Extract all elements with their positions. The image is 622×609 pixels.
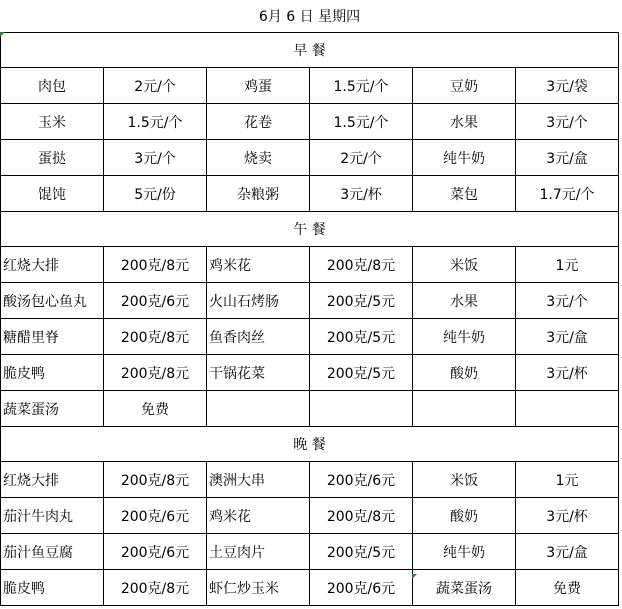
empty-cell (310, 391, 413, 427)
price-cell: 200克/6元 (104, 534, 207, 570)
menu-item-cell: 杂粮粥 (207, 176, 310, 212)
table-row (1, 570, 619, 606)
menu-item-cell: 蔬菜蛋汤 (413, 570, 516, 606)
date-title: 6月 6 日 星期四 (1, 0, 619, 33)
menu-item-cell: 纯牛奶 (413, 319, 516, 355)
menu-item-cell: 鸡蛋 (207, 68, 310, 104)
dinner-heading-row (1, 427, 619, 462)
price-cell: 200克/5元 (310, 319, 413, 355)
empty-cell (413, 391, 516, 427)
table-row (1, 283, 619, 319)
table-row (1, 68, 619, 104)
menu-item-cell: 玉米 (1, 104, 104, 140)
price-cell: 200克/5元 (310, 355, 413, 391)
price-cell: 3元/个 (104, 140, 207, 176)
empty-cell (207, 391, 310, 427)
price-cell: 200克/8元 (104, 247, 207, 283)
price-cell: 3元/个 (516, 283, 619, 319)
price-cell: 3元/盒 (516, 534, 619, 570)
price-cell: 200克/8元 (104, 462, 207, 498)
price-cell: 200克/6元 (310, 462, 413, 498)
price-cell: 3元/杯 (310, 176, 413, 212)
price-cell: 3元/杯 (516, 355, 619, 391)
table-row (1, 355, 619, 391)
price-cell: 200克/6元 (104, 283, 207, 319)
menu-item-cell: 红烧大排 (1, 247, 104, 283)
menu-item-cell: 豆奶 (413, 68, 516, 104)
cell-marker-icon (0, 32, 5, 37)
price-cell: 2元/个 (104, 68, 207, 104)
title-row (1, 0, 619, 33)
menu-item-cell: 米饭 (413, 247, 516, 283)
price-cell: 1.5元/个 (310, 68, 413, 104)
menu-item-cell: 纯牛奶 (413, 140, 516, 176)
table-row (1, 391, 619, 427)
menu-item-cell: 鸡米花 (207, 247, 310, 283)
price-cell: 200克/8元 (104, 355, 207, 391)
price-cell: 200克/8元 (310, 247, 413, 283)
menu-item-cell: 茄汁鱼豆腐 (1, 534, 104, 570)
table-row (1, 247, 619, 283)
menu-item-cell: 茄汁牛肉丸 (1, 498, 104, 534)
price-cell: 3元/盒 (516, 319, 619, 355)
menu-item-cell: 米饭 (413, 462, 516, 498)
cell-marker-icon (412, 574, 417, 579)
menu-item-cell: 水果 (413, 283, 516, 319)
empty-cell (516, 391, 619, 427)
price-cell: 200克/5元 (310, 534, 413, 570)
lunch-heading: 午 餐 (1, 212, 619, 247)
menu-item-cell: 火山石烤肠 (207, 283, 310, 319)
price-cell: 200克/6元 (310, 570, 413, 606)
table-row (1, 534, 619, 570)
price-cell: 200克/5元 (310, 283, 413, 319)
menu-item-cell: 馄饨 (1, 176, 104, 212)
menu-item-cell: 菜包 (413, 176, 516, 212)
table-row (1, 319, 619, 355)
menu-item-cell: 纯牛奶 (413, 534, 516, 570)
price-cell: 200克/8元 (310, 498, 413, 534)
menu-item-cell: 酸奶 (413, 498, 516, 534)
menu-item-cell: 澳洲大串 (207, 462, 310, 498)
menu-item-cell: 肉包 (1, 68, 104, 104)
menu-item-cell: 干锅花菜 (207, 355, 310, 391)
menu-item-cell: 蔬菜蛋汤 (1, 391, 104, 427)
table-row (1, 104, 619, 140)
price-cell: 1元 (516, 462, 619, 498)
price-cell: 5元/份 (104, 176, 207, 212)
price-cell: 1.5元/个 (104, 104, 207, 140)
price-cell: 免费 (104, 391, 207, 427)
menu-item-cell: 糖醋里脊 (1, 319, 104, 355)
table-row (1, 462, 619, 498)
price-cell: 免费 (516, 570, 619, 606)
menu-item-cell: 脆皮鸭 (1, 355, 104, 391)
price-cell: 3元/袋 (516, 68, 619, 104)
menu-item-cell: 土豆肉片 (207, 534, 310, 570)
price-cell: 200克/6元 (104, 498, 207, 534)
table-row (1, 140, 619, 176)
price-cell: 200克/8元 (104, 319, 207, 355)
menu-item-cell: 烧卖 (207, 140, 310, 176)
price-cell: 1.7元/个 (516, 176, 619, 212)
menu-item-cell: 脆皮鸭 (1, 570, 104, 606)
breakfast-heading-row (1, 33, 619, 68)
menu-item-cell: 酸奶 (413, 355, 516, 391)
menu-item-cell: 酸汤包心鱼丸 (1, 283, 104, 319)
menu-item-cell: 鱼香肉丝 (207, 319, 310, 355)
table-row (1, 176, 619, 212)
price-cell: 200克/8元 (104, 570, 207, 606)
price-cell: 3元/盒 (516, 140, 619, 176)
dinner-heading: 晚 餐 (1, 427, 619, 462)
lunch-heading-row (1, 212, 619, 247)
breakfast-heading: 早 餐 (1, 33, 619, 68)
menu-item-cell: 水果 (413, 104, 516, 140)
price-cell: 3元/个 (516, 104, 619, 140)
price-cell: 2元/个 (310, 140, 413, 176)
menu-table-body (1, 0, 619, 606)
menu-item-cell: 蛋挞 (1, 140, 104, 176)
table-row (1, 498, 619, 534)
price-cell: 1.5元/个 (310, 104, 413, 140)
price-cell: 1元 (516, 247, 619, 283)
price-cell: 3元/杯 (516, 498, 619, 534)
menu-item-cell: 花卷 (207, 104, 310, 140)
menu-item-cell: 红烧大排 (1, 462, 104, 498)
menu-item-cell: 鸡米花 (207, 498, 310, 534)
menu-item-cell: 虾仁炒玉米 (207, 570, 310, 606)
